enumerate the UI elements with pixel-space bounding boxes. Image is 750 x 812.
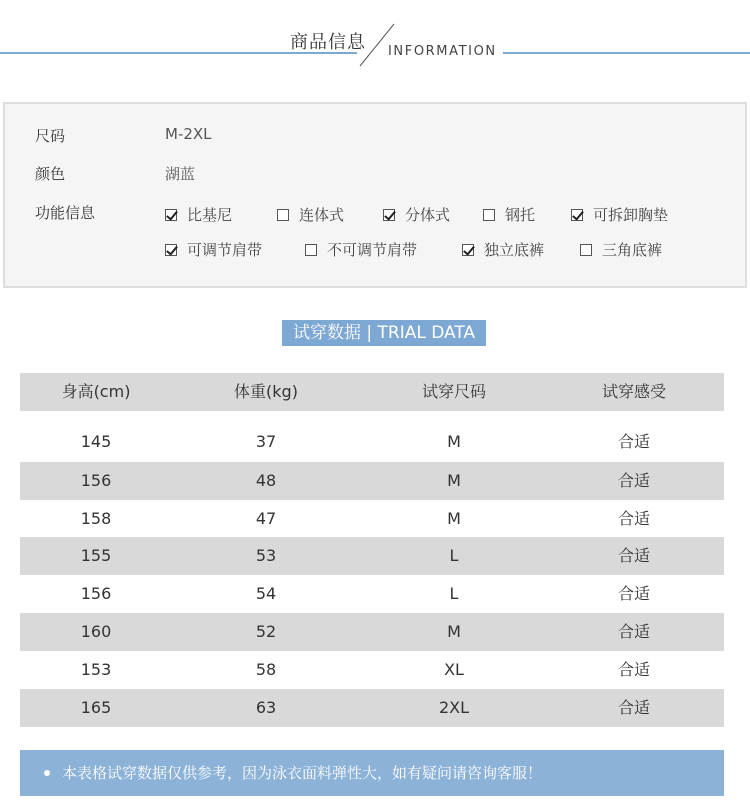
- checkbox-empty-icon: [580, 244, 592, 256]
- table-row: [20, 651, 724, 689]
- cell-height: 153: [80, 660, 112, 679]
- feature-option-label: 不可调节肩带: [327, 241, 418, 259]
- cell-height: 145: [80, 432, 112, 451]
- cell-height: 165: [80, 698, 112, 717]
- cell-weight: 52: [255, 622, 277, 641]
- feature-option-removable-pads: [571, 204, 668, 225]
- feature-option-label: 连体式: [299, 206, 345, 224]
- color-label: 颜色: [35, 165, 66, 183]
- cell-size: L: [449, 546, 459, 565]
- cell-height: 156: [80, 471, 112, 490]
- cell-feel: 合适: [617, 509, 650, 528]
- feature-option-label: 可调节肩带: [187, 241, 263, 259]
- cell-weight: 37: [255, 432, 277, 451]
- disclaimer-note: [20, 750, 724, 796]
- cell-feel: 合适: [617, 660, 650, 679]
- feature-option-underwire: [483, 204, 535, 225]
- cell-weight: 54: [255, 584, 277, 603]
- size-label: 尺码: [35, 127, 66, 145]
- cell-height: 156: [80, 584, 112, 603]
- checkbox-checked-icon: [165, 209, 177, 221]
- checkbox-checked-icon: [462, 244, 474, 256]
- cell-weight: 63: [255, 698, 277, 717]
- feature-option-fixed-straps: [305, 239, 417, 260]
- header-feel: 试穿感受: [601, 382, 666, 401]
- cell-weight: 53: [255, 546, 277, 565]
- cell-feel: 合适: [617, 584, 650, 603]
- trial-data-banner: 试穿数据 | TRIAL DATA: [282, 320, 486, 346]
- section-subtitle: INFORMATION: [388, 44, 497, 59]
- checkbox-checked-icon: [571, 209, 583, 221]
- feature-option-label: 比基尼: [187, 206, 233, 224]
- header-weight: 体重(kg): [234, 382, 298, 401]
- cell-height: 158: [80, 509, 112, 528]
- checkbox-empty-icon: [483, 209, 495, 221]
- feature-option-adjustable-straps: [165, 239, 262, 260]
- feature-option-triangle-bottoms: [580, 239, 662, 260]
- table-row: [20, 575, 724, 613]
- bullet-icon: [44, 770, 50, 776]
- cell-weight: 47: [255, 509, 277, 528]
- checkbox-checked-icon: [165, 244, 177, 256]
- cell-height: 155: [80, 546, 112, 565]
- feature-option-label: 独立底裤: [484, 241, 545, 259]
- table-row: [20, 613, 724, 651]
- table-row: [20, 462, 724, 500]
- cell-feel: 合适: [617, 622, 650, 641]
- size-value: M-2XL: [165, 125, 212, 143]
- cell-weight: 58: [255, 660, 277, 679]
- cell-size: 2XL: [438, 698, 470, 717]
- header-size: 试穿尺码: [421, 382, 486, 401]
- feature-option-one-piece: [277, 204, 344, 225]
- cell-size: M: [447, 622, 461, 641]
- feature-option-bikini: [165, 204, 232, 225]
- disclaimer-text: 本表格试穿数据仅供参考，因为泳衣面料弹性大，如有疑问请咨询客服！: [62, 764, 543, 782]
- cell-feel: 合适: [617, 471, 650, 490]
- cell-feel: 合适: [617, 432, 650, 451]
- feature-option-label: 钢托: [505, 206, 536, 224]
- table-row: [20, 689, 724, 727]
- product-info-panel: [3, 102, 747, 288]
- checkbox-empty-icon: [277, 209, 289, 221]
- trial-table-header: [20, 373, 724, 411]
- checkbox-empty-icon: [305, 244, 317, 256]
- checkbox-checked-icon: [383, 209, 395, 221]
- table-row: [20, 423, 724, 461]
- header-divider-right: [503, 52, 750, 54]
- feature-option-label: 可拆卸胸垫: [593, 206, 669, 224]
- cell-size: M: [447, 432, 461, 451]
- feature-option-label: 分体式: [405, 206, 451, 224]
- color-value: 湖蓝: [165, 165, 196, 183]
- cell-height: 160: [80, 622, 112, 641]
- cell-size: XL: [444, 660, 464, 679]
- table-row: [20, 537, 724, 575]
- header-height: 身高(cm): [61, 382, 131, 401]
- feature-option-separate-bottoms: [462, 239, 544, 260]
- cell-feel: 合适: [617, 698, 650, 717]
- cell-weight: 48: [255, 471, 277, 490]
- section-title: 商品信息: [290, 32, 366, 53]
- cell-size: L: [449, 584, 459, 603]
- cell-feel: 合适: [617, 546, 650, 565]
- features-label: 功能信息: [35, 204, 96, 222]
- cell-size: M: [447, 509, 461, 528]
- feature-option-two-piece: [383, 204, 450, 225]
- feature-option-label: 三角底裤: [602, 241, 663, 259]
- table-row: [20, 500, 724, 538]
- cell-size: M: [447, 471, 461, 490]
